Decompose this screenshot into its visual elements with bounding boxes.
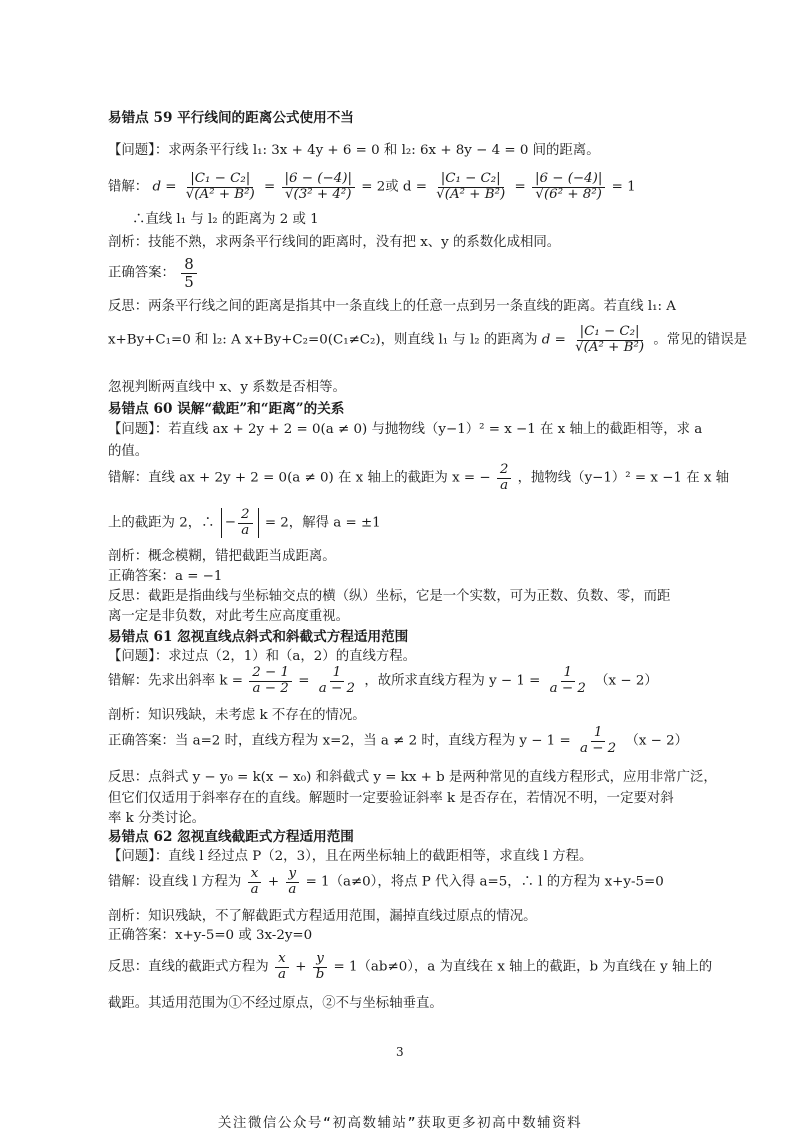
answer-text: 正确答案：当 a=2 时，直线方程为 x=2，当 a ≠ 2 时，直线方程为 y − 1 =: [108, 733, 571, 749]
reflect-text: 反思：直线的截距式方程为: [108, 959, 269, 975]
formula-lhs: d =: [541, 332, 566, 348]
section-60-problem-2: 的值。: [108, 444, 149, 459]
section-61-reflect-3: 率 k 分类讨论。: [108, 811, 205, 826]
fraction: $\frac{1}{a - 2}$: [579, 725, 617, 756]
section-60-title: 易错点 60 误解“截距”和“距离”的关系: [108, 401, 345, 417]
section-62-wrong: [108, 867, 664, 897]
wrong-text: 错解：直线 ax + 2y + 2 = 0(a ≠ 0) 在 x 轴上的截距为 x = −: [108, 470, 491, 486]
fraction: $\frac{2}{a}$: [238, 508, 253, 538]
section-60-problem-1: 【问题】：若直线 ax + 2y + 2 = 0(a ≠ 0) 与抛物线（y−1）² = x −1 在 x 轴上的截距相等，求 a: [108, 422, 703, 437]
equals: =: [514, 179, 526, 195]
answer-label: 正确答案：: [108, 265, 175, 281]
section-59-problem: 【问题】：求两条平行线 l₁: 3x + 4y + 6 = 0 和 l₂: 6x + 8y − 4 = 0 间的距离。: [108, 143, 600, 158]
section-59-reflect-1: 反思：两条平行线之间的距离是指其中一条直线上的任意一点到另一条直线的距离。若直线 l₁: A: [108, 299, 676, 314]
wrong-label: 错解：: [108, 179, 149, 195]
section-62-reflect-1: [108, 952, 712, 982]
formula-mid: = 2或 d =: [361, 179, 427, 195]
fraction: $\frac{y}{b}$: [313, 952, 328, 982]
fraction: $\frac{x}{a}$: [248, 867, 262, 897]
section-62-title: 易错点 62 忽视直线截距式方程适用范围: [108, 829, 354, 845]
fraction: $\frac{1}{a - 2}$: [318, 665, 356, 696]
fraction: $\frac{\text{|C₁ − C₂|}}{\text{√(A² + B²)}}$: [436, 171, 506, 202]
section-60-analysis: 剖析：概念模糊，错把截距当成距离。: [108, 549, 336, 564]
section-59-therefore: ∴直线 l₁ 与 l₂ 的距离为 2 或 1: [132, 212, 319, 227]
section-61-reflect-2: 但它们仅适用于斜率存在的直线。解题时一定要验证斜率 k 是否存在，若情况不明，一定要对斜: [108, 791, 674, 806]
section-61-wrong: [108, 666, 658, 696]
wrong-text: （x − 2）: [595, 673, 658, 689]
formula-tail: = 1: [611, 179, 636, 195]
section-59-title: 易错点 59 平行线间的距离公式使用不当: [108, 110, 354, 126]
section-61-reflect-1: 反思：点斜式 y − y₀ = k(x − x₀) 和斜截式 y = kx + b 是两种常见的直线方程形式，应用非常广泛，: [108, 770, 717, 785]
fraction: $\frac{1}{a - 2}$: [549, 665, 586, 696]
section-60-wrong-2: [108, 508, 381, 538]
section-61-problem: 【问题】：求过点（2，1）和（a，2）的直线方程。: [108, 649, 417, 664]
wrong-text: = 1（a≠0），将点 P 代入得 a=5，∴ l 的方程为 x+y-5=0: [305, 874, 664, 890]
section-59-reflect-2: [108, 325, 747, 355]
fraction: $\frac{2 - 1}{a - 2}$: [249, 666, 292, 696]
fraction: $\frac{y}{a}$: [285, 867, 299, 897]
plus: +: [295, 959, 307, 975]
section-60-wrong-1: [108, 463, 729, 493]
wrong-text: = 2，解得 a = ±1: [264, 515, 381, 531]
reflect-text: = 1（ab≠0），a 为直线在 x 轴上的截距，b 为直线在 y 轴上的: [333, 959, 713, 975]
section-60-answer: 正确答案：a = −1: [108, 569, 223, 584]
fraction: $\frac{x}{a}$: [275, 952, 289, 982]
equals: =: [264, 179, 276, 195]
fraction: $\frac{2}{a}$: [497, 463, 512, 493]
section-62-problem: 【问题】：直线 l 经过点 P（2，3），且在两坐标轴上的截距相等，求直线 l 方程。: [108, 849, 593, 864]
section-62-answer: 正确答案：x+y-5=0 或 3x-2y=0: [108, 928, 313, 943]
section-59-answer: [108, 256, 199, 290]
wrong-text: ，抛物线（y−1）² = x −1 在 x 轴: [517, 470, 730, 486]
fraction: $\frac{\text{|C₁ − C₂|}}{\text{√(A² + B²)}}$: [575, 324, 645, 355]
formula-lhs: d =: [152, 179, 177, 195]
wrong-text: ，故所求直线方程为 y − 1 =: [364, 673, 541, 689]
wrong-text: 错解：先求出斜率 k =: [108, 673, 243, 689]
equals: =: [298, 673, 310, 689]
fraction: $\frac{|6 - (-4)|}{\text{√(3² + 4²)}}$: [282, 172, 355, 202]
section-62-reflect-2: 截距。其适用范围为①不经过原点，②不与坐标轴垂直。: [108, 996, 443, 1011]
section-59-reflect-3: 忽视判断两直线中 x、y 系数是否相等。: [108, 380, 346, 395]
fraction: $\frac{|6 - (-4)|}{\text{√(6² + 8²)}}$: [532, 172, 605, 202]
section-59-wrong-solution: [108, 172, 636, 202]
page-number: 3: [396, 1045, 404, 1059]
section-62-analysis: 剖析：知识残缺，不了解截距式方程适用范围，漏掉直线过原点的情况。: [108, 909, 537, 924]
minus-sign: −: [224, 515, 237, 531]
answer-text: （x − 2）: [625, 733, 689, 749]
wrong-text: 上的截距为 2，∴: [108, 515, 215, 531]
plus: +: [267, 874, 280, 890]
absolute-value: [221, 508, 259, 538]
section-60-reflect-2: 离一定是非负数，对此考生应高度重视。: [108, 609, 350, 624]
footer-promo: 关注微信公众号“初高数辅站”获取更多初高中数辅资料: [217, 1115, 583, 1131]
answer-fraction: $\frac{8}{5}$: [181, 256, 197, 290]
section-61-answer: [108, 726, 688, 756]
section-60-reflect-1: 反思：截距是指曲线与坐标轴交点的横（纵）坐标，它是一个实数，可为正数、负数、零，而距: [108, 589, 671, 604]
section-59-analysis: 剖析：技能不熟，求两条平行线间的距离时，没有把 x、y 的系数化成相同。: [108, 235, 561, 250]
wrong-text: 错解：设直线 l 方程为: [108, 874, 242, 890]
section-61-title: 易错点 61 忽视直线点斜式和斜截式方程适用范围: [108, 629, 409, 645]
fraction: $\frac{\text{|C₁ − C₂|}}{\text{√(A² + B²)}}$: [185, 171, 255, 202]
section-61-analysis: 剖析：知识残缺，未考虑 k 不存在的情况。: [108, 708, 366, 723]
reflect-text: x+By+C₁=0 和 l₂: A x+By+C₂=0(C₁≠C₂)，则直线 l₁ 与 l₂ 的距离为: [108, 332, 538, 348]
reflect-text: 。常见的错误是: [653, 332, 748, 348]
